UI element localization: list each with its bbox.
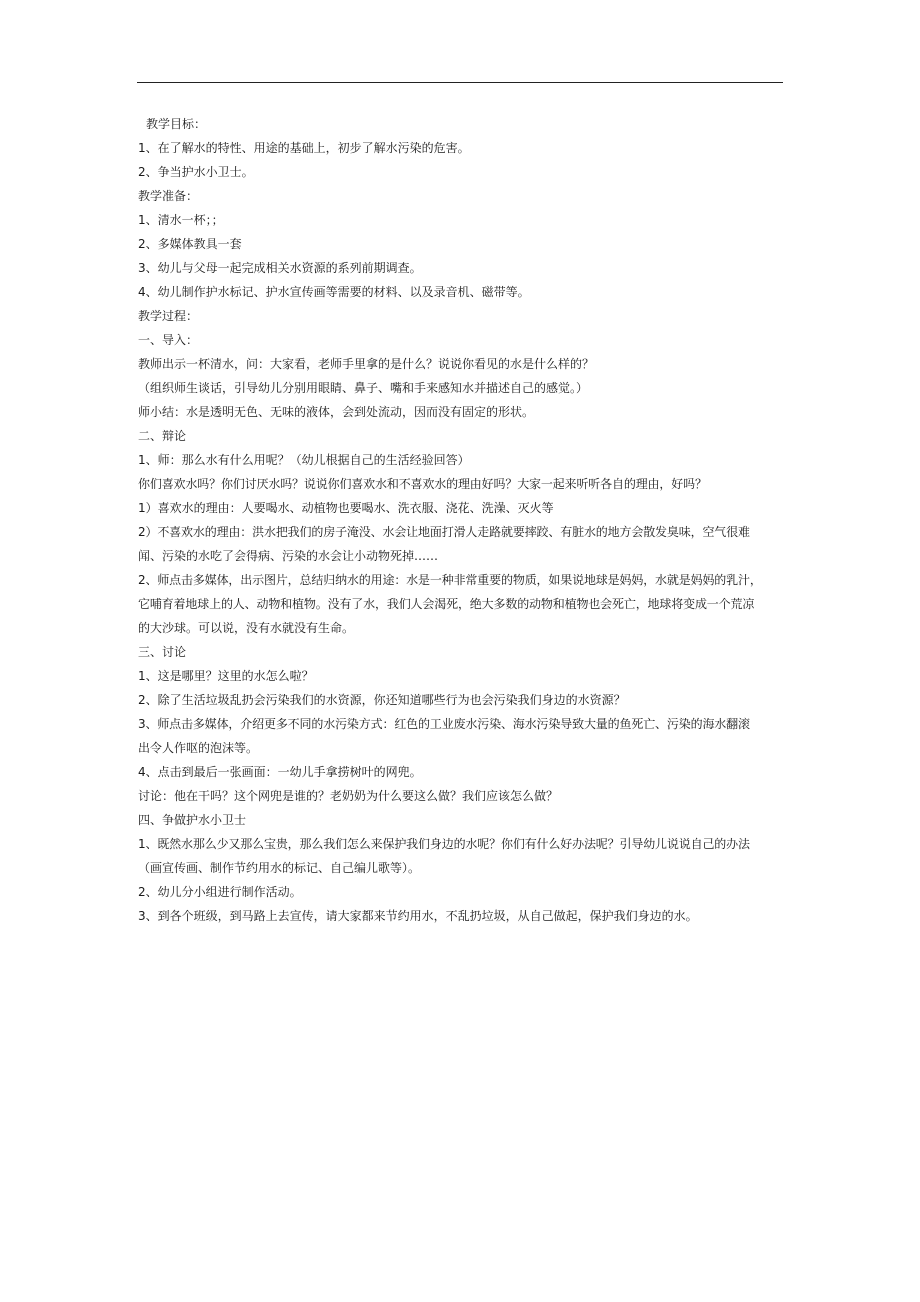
paragraph-line: 1、既然水那么少又那么宝贵，那么我们怎么来保护我们身边的水呢？你们有什么好办法呢？引导幼儿说说自己的办法 [138, 837, 750, 851]
subsection-heading: 三、讨论 [138, 645, 187, 659]
paragraph-line: 2、师点击多媒体，出示图片，总结归纳水的用途：水是一种非常重要的物质，如果说地球是妈妈，水就是妈妈的乳汁， [138, 573, 762, 587]
paragraph-line: 教师出示一杯清水，问：大家看，老师手里拿的是什么？说说你看见的水是什么样的？ [138, 357, 595, 371]
subsection-heading: 一、导入： [138, 333, 199, 347]
paragraph-line: 1）喜欢水的理由：人要喝水、动植物也要喝水、洗衣服、浇花、洗澡、灭火等 [138, 501, 554, 515]
paragraph-line: （画宣传画、制作节约用水的标记、自己编儿歌等）。 [138, 861, 421, 875]
paragraph-line: 师小结：水是透明无色、无味的液体，会到处流动，因而没有固定的形状。 [138, 405, 535, 419]
paragraph-line: 1、师：那么水有什么用呢？（幼儿根据自己的生活经验回答） [138, 453, 470, 467]
section-heading-goals: 教学目标： [146, 117, 207, 131]
paragraph-line: 4、点击到最后一张画面：一幼儿手拿捞树叶的网兜。 [138, 765, 422, 779]
preparation-item: 2、多媒体教具一套 [138, 237, 242, 251]
paragraph-line: 的大沙球。可以说，没有水就没有生命。 [138, 621, 355, 635]
paragraph-line: 闻、污染的水吃了会得病、污染的水会让小动物死掉…… [138, 549, 439, 563]
paragraph-line: 2、除了生活垃圾乱扔会污染我们的水资源，你还知道哪些行为也会污染我们身边的水资源？ [138, 693, 626, 707]
paragraph-line: （组织师生谈话，引导幼儿分别用眼睛、鼻子、嘴和手来感知水并描述自己的感觉。） [138, 381, 589, 395]
paragraph-line: 讨论：他在干吗？这个网兜是谁的？老奶奶为什么要这么做？我们应该怎么做？ [138, 789, 559, 803]
paragraph-line: 3、师点击多媒体，介绍更多不同的水污染方式：红色的工业废水污染、海水污染导致大量的鱼死亡、污染的海水翻滚 [138, 717, 750, 731]
preparation-item: 1、清水一杯；； [138, 213, 224, 227]
section-heading-preparation: 教学准备： [138, 189, 199, 203]
paragraph-line: 2、幼儿分小组进行制作活动。 [138, 885, 302, 899]
header-rule [137, 82, 783, 83]
preparation-item: 3、幼儿与父母一起完成相关水资源的系列前期调查。 [138, 261, 422, 275]
paragraph-line: 1、这是哪里？这里的水怎么啦？ [138, 669, 314, 683]
subsection-heading: 四、争做护水小卫士 [138, 813, 247, 827]
subsection-heading: 二、辩论 [138, 429, 187, 443]
paragraph-line: 你们喜欢水吗？你们讨厌水吗？说说你们喜欢水和不喜欢水的理由好吗？大家一起来听听各自的理由，好吗？ [138, 477, 707, 491]
paragraph-line: 2）不喜欢水的理由：洪水把我们的房子淹没、水会让地面打滑人走路就要摔跤、有脏水的地方会散发臭味，空气很难 [138, 525, 750, 539]
goal-item: 2、争当护水小卫士。 [138, 165, 254, 179]
goal-item: 1、在了解水的特性、用途的基础上，初步了解水污染的危害。 [138, 141, 470, 155]
paragraph-line: 它哺育着地球上的人、动物和植物。没有了水，我们人会渴死，绝大多数的动物和植物也会死亡，地球将变成一个荒凉 [138, 597, 755, 611]
paragraph-line: 3、到各个班级，到马路上去宣传，请大家都来节约用水，不乱扔垃圾，从自己做起，保护我们身边的水。 [138, 909, 698, 923]
paragraph-line: 出令人作呕的泡沫等。 [138, 741, 259, 755]
document-body [138, 112, 788, 928]
section-heading-process: 教学过程： [138, 309, 199, 323]
preparation-item: 4、幼儿制作护水标记、护水宣传画等需要的材料、以及录音机、磁带等。 [138, 285, 530, 299]
